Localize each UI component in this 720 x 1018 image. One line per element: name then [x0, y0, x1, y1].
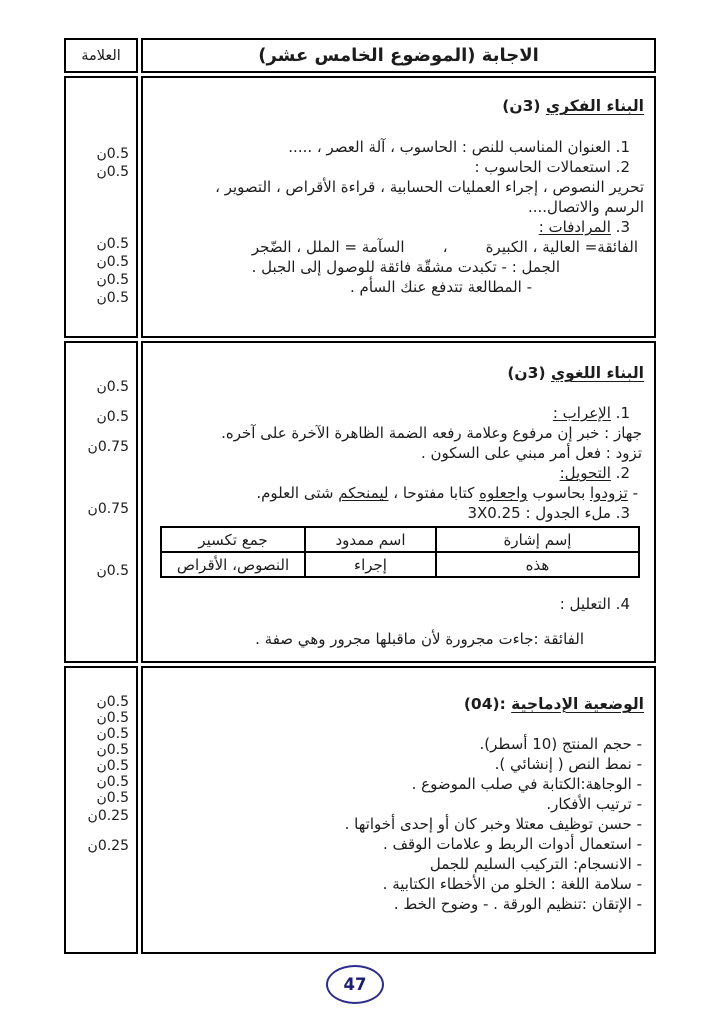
answer-line [149, 483, 638, 503]
header-broken-plural: جمع تكسير [161, 527, 305, 552]
rubric-list [149, 734, 644, 914]
section2-heading-text: البناء اللغوي [550, 364, 644, 382]
mark-value: 0.25ن [87, 838, 129, 854]
table-title-cell [141, 38, 656, 73]
rubric-line: - سلامة اللغة : الخلو من الأخطاء الكتابية . [382, 875, 642, 893]
mark-value: 0.5ن [96, 272, 129, 288]
section3-heading-points: :(04) [463, 695, 512, 713]
transformation-subtitle: التحويل: [559, 464, 611, 482]
table-row [161, 552, 639, 577]
answer-line: الجمل : - تكبدت مشقّة فائقة للوصول إلى الجبل . [251, 258, 560, 276]
synonyms-subtitle: المرادفات : [538, 218, 611, 236]
cell-broken-plural: النصوص، الأقراص [161, 552, 305, 577]
item-number: 3. [610, 218, 630, 236]
answer-line: الفائقة= العالية ، الكبيرة ، السآمة = الملل ، الضّجر [251, 238, 638, 256]
mark-value: 0.5ن [96, 164, 129, 180]
answer-line: - المطالعة تتدفع عنك السأم . [350, 278, 532, 296]
mark-value: 0.5ن [96, 409, 129, 425]
mark-value: 0.75ن [87, 439, 129, 455]
rubric-line: - الإتقان :تنظيم الورقة . - وضوح الخط . [393, 895, 642, 913]
section2-marks-cell [64, 341, 138, 663]
rubric-line: - استعمال أدوات الربط و علامات الوقف . [382, 835, 642, 853]
page-number-badge [326, 965, 384, 1004]
answer-key-table [64, 38, 656, 954]
underlined-word: واجعلوه [479, 484, 528, 502]
text-part: شتى العلوم. [256, 484, 339, 502]
item-number: 1. [610, 404, 630, 422]
answer-line [149, 217, 630, 237]
answer-line: تحرير النصوص ، إجراء العمليات الحسابية ، قراءة الأقراص ، التصوير ، [215, 178, 644, 196]
table-header-row [161, 527, 639, 552]
answer-line [149, 403, 630, 423]
answer-line: جهاز : خبر إن مرفوع وعلامة رفعه الضمة الظاهرة الآخرة على آخره. [221, 424, 642, 442]
answer-line: 4. التعليل : [559, 595, 630, 613]
cell-extended-noun: إجراء [305, 552, 436, 577]
header-extended-noun: اسم ممدود [305, 527, 436, 552]
answer-line: 3. ملء الجدول : 3X0.25 [467, 504, 630, 522]
mark-value: 0.5ن [96, 774, 129, 790]
section3-heading-text: الوضعية الإدماجية [511, 695, 644, 713]
mark-value: 0.5ن [96, 710, 129, 726]
parsing-subtitle: الإعراب : [552, 404, 611, 422]
answer-line [149, 463, 630, 483]
mark-value: 0.5ن [96, 758, 129, 774]
section2-heading [149, 363, 644, 383]
mark-value: 0.75ن [87, 501, 129, 517]
mark-value: 0.5ن [96, 726, 129, 742]
rubric-line: - الانسجام: التركيب السليم للجمل [429, 855, 642, 873]
section3-marks-cell [64, 666, 138, 954]
answer-line: تزود : فعل أمر مبني على السكون . [421, 444, 642, 462]
mark-value: 0.5ن [96, 254, 129, 270]
underlined-word: ليمنحكم [338, 484, 389, 502]
mark-value: 0.5ن [96, 790, 129, 806]
grammar-fill-table [160, 526, 640, 578]
header-demonstrative-noun: إسم إشارة [436, 527, 639, 552]
mark-value: 0.5ن [96, 742, 129, 758]
section1-heading-points: (3ن) [502, 97, 546, 115]
rubric-line: - حجم المنتج (10 أسطر). [479, 735, 642, 753]
mark-value: 0.5ن [96, 379, 129, 395]
answer-line: 1. العنوان المناسب للنص : الحاسوب ، آلة العصر ، ..... [288, 138, 630, 156]
page-number: 47 [343, 975, 367, 994]
answer-line: الفائقة :جاءت مجرورة لأن ماقبلها مجرور وهي صفة . [255, 630, 584, 648]
table-title: الاجابة (الموضوع الخامس عشر) [258, 45, 539, 66]
section3-heading [149, 694, 644, 714]
text-part: كتابا مفتوحا ، [388, 484, 480, 502]
section1-marks-cell [64, 76, 138, 338]
section1-intellectual-construction [141, 76, 656, 338]
section1-heading-text: البناء الفكري [545, 97, 644, 115]
section2-linguistic-construction [141, 341, 656, 663]
cell-demonstrative-noun: هذه [436, 552, 639, 577]
mark-value: 0.5ن [96, 290, 129, 306]
rubric-line: - الوجاهة:الكتابة في صلب الموضوع . [411, 775, 642, 793]
rubric-line: - حسن توظيف معتلا وخبر كان أو إحدى أخواتها . [344, 815, 642, 833]
answer-line: 2. استعمالات الحاسوب : [474, 158, 630, 176]
section1-heading [149, 96, 644, 116]
mark-value: 0.5ن [96, 146, 129, 162]
mark-value: 0.5ن [96, 694, 129, 710]
marks-column-label: العلامة [81, 47, 121, 64]
rubric-line: - ترتيب الأفكار. [546, 795, 642, 813]
answer-line: الرسم والاتصال.... [527, 198, 644, 216]
underlined-word: تزودوا [590, 484, 628, 502]
section2-heading-points: (3ن) [507, 364, 551, 382]
marks-column-header [64, 38, 138, 73]
mark-value: 0.25ن [87, 808, 129, 824]
section3-integrative-situation [141, 666, 656, 954]
item-number: 2. [610, 464, 630, 482]
text-part: بحاسوب [527, 484, 591, 502]
mark-value: 0.5ن [96, 236, 129, 252]
text-part: - [627, 484, 638, 502]
rubric-line: - نمط النص ( إنشائي ). [494, 755, 642, 773]
mark-value: 0.5ن [96, 563, 129, 579]
